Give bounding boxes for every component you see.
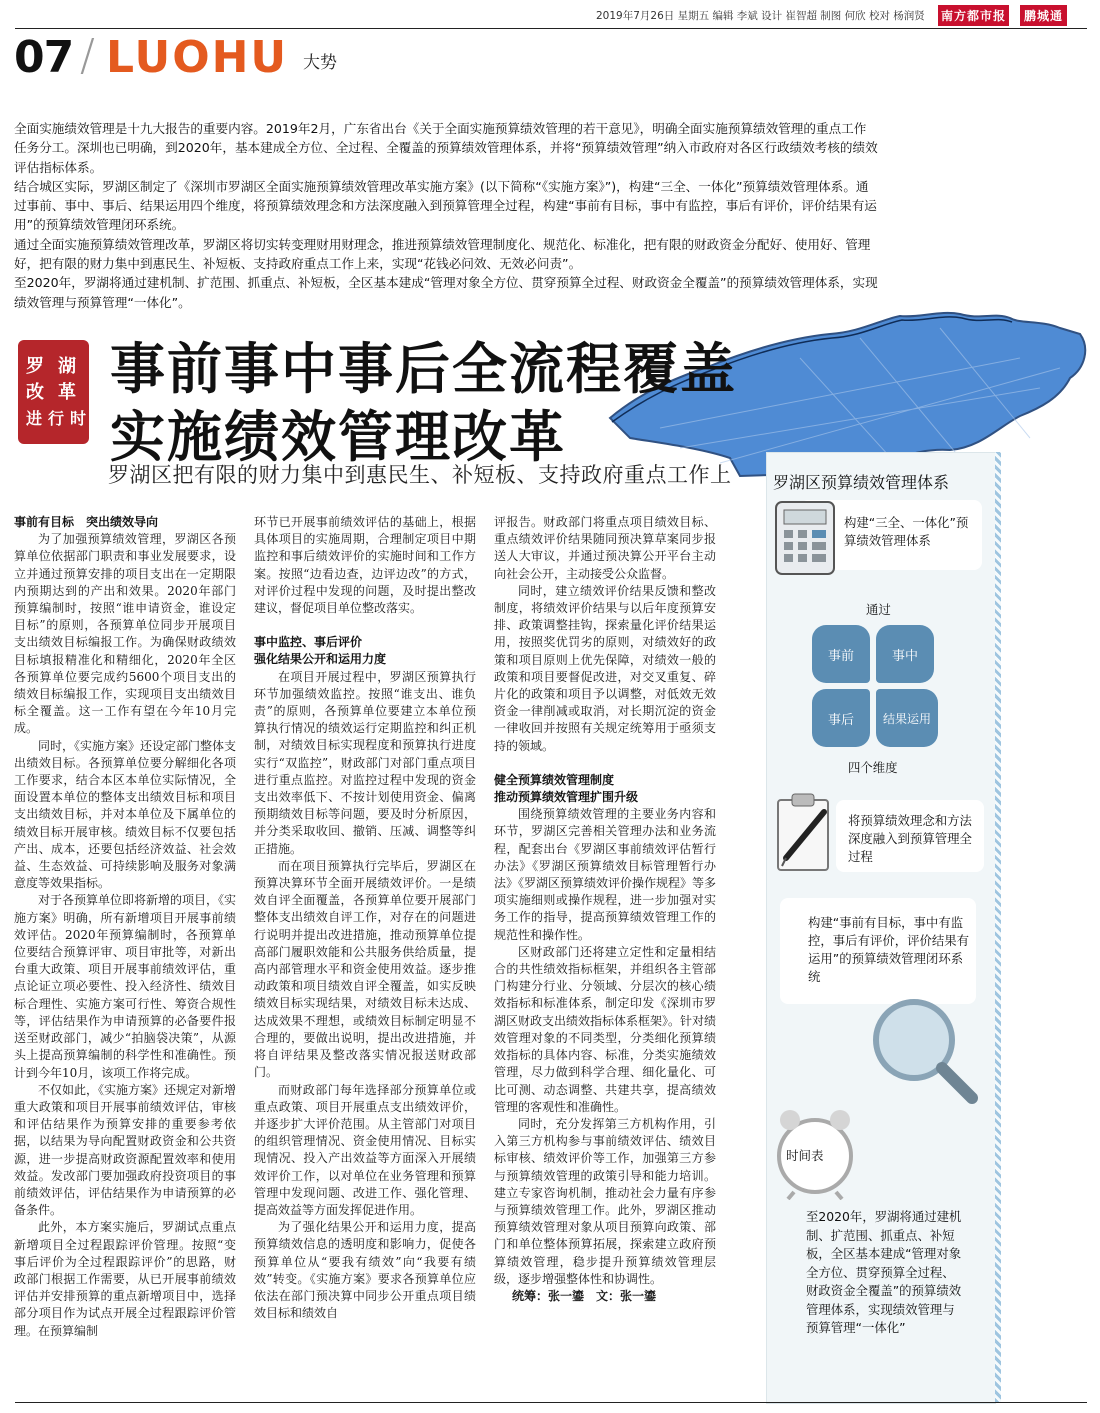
dimensions-label: 四个维度 [848,760,898,775]
body-paragraph: 而在项目预算执行完毕后，罗湖区在预算决算环节全面开展绩效评价。一是绩效自评全面覆盖，各预算单位要开展部门整体支出绩效自评工作，对存在的问题进行说明并提出改进措施，推动预算单位提高部门履职效能和公共服务供给质量，提高内部管理水平和资金使用效益。逐步推动政策和项目绩效自评全覆盖，如实反映绩效目标实现结果，对绩效目标未达成、达成效果不理想，或绩效目标制定明显不合理的，要做出说明，提出改进措施，并将自评结果及整改落实情况报送财政部门。 [254,858,476,1080]
seal-character: 改 [26,382,44,403]
edition-meta: 2019年7月26日 星期五 编辑 李斌 设计 崔智超 制图 何欣 校对 杨润贤 [596,10,925,22]
quadrant-after: 事后 [812,689,870,747]
subheading: 事前有目标 突出绩效导向 [14,515,159,529]
body-paragraph: 围绕预算绩效管理的主要业务内容和环节，罗湖区完善相关管理办法和业务流程，配套出台《罗湖区事前绩效评估暂行办法》《罗湖区预算绩效目标管理暂行办法》《罗湖区预算绩效评价操作规程》等多项实施细则或操作规程，进一步加强对实务工作的指导，提高预算绩效管理工作的规范性和操作性。 [494,807,717,942]
quadrant-before: 事前 [812,625,870,683]
intro-paragraph: 结合城区实际，罗湖区制定了《深圳市罗湖区全面实施预算绩效管理改革实施方案》(以下简称“《实施方案》”)，构建“三全、一体化”预算绩效管理体系。通过事前、事中、事后、结果运用四个维度，将预算绩效理念和方法深度融入到预算管理全过程，构建“事前有目标，事中有监控，事后有评价，评价结果有运用”的预算绩效管理闭环系统。 [14,178,877,233]
seal-character: 革 [58,382,76,403]
intro-paragraph: 通过全面实施预算绩效管理改革，罗湖区将切实转变理财用财理念，推进预算绩效管理制度化、规范化、标准化，把有限的财政资金分配好、使用好、管理好，把有限的财力集中到惠民生、补短板、支持政府重点工作上来，实现“花钱必问效、无效必问责”。 [14,236,871,272]
sidebar-title: 罗湖区预算绩效管理体系 [773,473,950,492]
newspaper-logo: 南方都市报 [938,5,1009,26]
magnifier-icon [864,990,984,1110]
body-paragraph: 环节已开展事前绩效评估的基础上，根据具体项目的实施周期，合理制定项目中期监控和事后绩效评价的实施时间和工作方案。按照“边看边查，边评边改”的方式，对评价过程中发现的问题，及时提出整改建议，督促项目单位整改落实。 [254,515,476,616]
section-subtitle: 大势 [303,53,337,73]
timeline-label: 时间表 [786,1148,824,1163]
seal-character: 时 [70,409,87,428]
byline: 统筹：张一鎏 文：张一鎏 [512,1288,657,1303]
section-name: LUOHU [106,32,289,83]
intro-paragraph: 全面实施绩效管理是十九大报告的重要内容。2019年2月，广东省出台《关于全面实施预算绩效管理的若干意见》，明确全面实施预算绩效管理的重点工作任务分工。深圳也已明确，到2020年，基本建成全方位、全过程、全覆盖的预算绩效管理体系，并将“预算绩效管理”纳入市政府对各区行政绩效考核的绩效评估指标体系。 [14,121,878,175]
article-column-2 [254,514,476,1322]
body-paragraph: 在项目开展过程中，罗湖区预算执行环节加强绩效监控。按照“谁支出、谁负责”的原则，各预算单位要建立本单位预算执行情况的绩效运行定期监控和纠正机制，对绩效目标实现程度和预算执行进度实行“双监控”，财政部门对部门重点项目进行重点监控。对监控过程中发现的资金支出效率低下、不按计划使用资金、偏离预期绩效目标等问题，要及时分析原因，并分类采取收回、撤销、压减、调整等纠正措施。 [254,669,476,856]
subheading: 事中监控、事后评价 [254,635,363,650]
body-paragraph: 此外，本方案实施后，罗湖试点重点新增项目全过程跟踪评价管理。按照“变事后评价为全过程跟踪评价”的思路，财政部门根据工作需要，从已开展事前绩效评估并安排预算的重点新增项目中，选择部分项目作为试点开展全过程跟踪评价管理。在预算编制 [14,1220,236,1338]
headline-line-1: 事前事中事后全流程覆盖 [110,337,738,401]
body-paragraph: 不仅如此，《实施方案》还规定对新增重大政策和项目开展事前绩效评估，审核和评估结果作为预算安排的重要参考依据，以结果为导向配置财政资金和公共资源，进一步提高财政资源配置效率和使用效益。发改部门要加强政府投资项目的事前绩效评估，评估结果作为申请预算的必备条件。 [14,1082,237,1218]
closed-loop-card [780,898,976,1004]
calculator-icon [770,498,842,578]
paragraph-gap [494,755,716,772]
integrate-card [836,800,984,872]
paragraph-gap [254,617,476,634]
body-paragraph: 同时，充分发挥第三方机构作用，引入第三方机构参与事前绩效评估、绩效目标审核、绩效评价等工作，加强第三方参与预算绩效管理的政策引导和能力培训。建立专家咨询机制，推动社会力量有序参与预算绩效管理工作。此外，罗湖区推动预算绩效管理对象从项目预算向政策、部门和单位整体预算拓展，探索建立政府预算绩效管理，稳步提升预算绩效管理层级，逐步增强整体性和协调性。 [494,1116,716,1286]
closed-loop-text: 构建“事前有目标，事中有监控，事后有评价，评价结果有运用”的预算绩效管理闭环系统 [808,915,970,984]
body-paragraph: 为了加强预算绩效管理，罗湖区各预算单位依据部门职责和事业发展要求，设立并通过预算安排的项目支出在一定期限内预期达到的产出和效果。2020年部门预算编制时，按照“谁申请资金，谁设定目标”的原则，各预算单位同步开展项目支出绩效目标编报工作。为确保财政绩效目标填报精准化和精细化，2020年全区各预算单位要完成约5600个项目支出的绩效目标编报工作，实现项目支出绩效目标全覆盖。这一工作有望在今年10月完成。 [14,532,236,736]
build-system-text: 构建“三全、一体化”预算绩效管理体系 [844,515,969,548]
sidebar-stripe [995,452,1001,1402]
intro-paragraph: 至2020年，罗湖将通过建机制、扩范围、抓重点、补短板，全区基本建成“管理对象全方位、贯穿预算全过程、财政资金全覆盖”的预算绩效管理体系，实现绩效管理与预算管理“一体化”。 [14,275,878,310]
quadrant-during: 事中 [876,625,934,683]
seal-character: 湖 [58,356,76,377]
headline-deck: 罗湖区把有限的财力集中到惠民生、补短板、支持政府重点工作上 [108,463,732,487]
integrate-text: 将预算绩效理念和方法深度融入到预算管理全过程 [848,813,972,864]
subheading: 强化结果公开和运用力度 [254,652,387,667]
slash-divider: / [80,30,95,81]
column-seal [18,340,89,444]
seal-character: 行 [48,409,65,428]
body-paragraph: 而财政部门每年选择部分预算单位或重点政策、项目开展重点支出绩效评价，并逐步扩大评价范围。从主管部门对项目的组织管理情况、资金使用情况、目标实现情况、投入产出效益等方面深入开展绩效评价工作，以对单位在业务管理和预算管理中发现问题、改进工作、强化管理、提高效益等方面发挥促进作用。 [254,1082,476,1217]
seal-character: 进 [26,409,43,428]
body-paragraph: 为了强化结果公开和运用力度，提高预算绩效信息的透明度和影响力，促使各预算单位从“要我有绩效”向“我要有绩效”转变。《实施方案》要求各预算单位应依法在部门预决算中同步公开重点项目绩效目标和绩效自 [254,1220,476,1321]
quadrant-result-use: 结果运用 [876,689,938,747]
timeline-text: 至2020年，罗湖将通过建机制、扩范围、抓重点、补短板，全区基本建成“管理对象全方位、贯穿预算全过程、财政资金全覆盖”的预算绩效管理体系，实现绩效管理与预算管理“一体化” [806,1209,962,1335]
headline-line-2: 实施绩效管理改革 [110,405,567,469]
article-column-1 [14,514,236,1340]
body-paragraph: 对于各预算单位即将新增的项目，《实施方案》明确，所有新增项目开展事前绩效评估。2020年预算编制时，各预算单位要结合预算评审、项目审批等，对新出台重大政策、项目开展事前绩效评估，重点论证立项必要性、投入经济性、绩效目标合理性、实施方案可行性、筹资合规性等，评估结果作为申请预算的必备要件报送至财政部门，减少“拍脑袋决策”，从源头上提高预算编制的科学性和准确性。预计到今年10月，该项工作将完成。 [14,893,237,1080]
clipboard-pen-icon [772,788,840,880]
body-paragraph: 同时，建立绩效评价结果反馈和整改制度，将绩效评价结果与以后年度预算安排、政策调整挂钩，探索量化评价结果运用，按照奖优罚劣的原则，对绩效好的政策和项目原则上优先保障，对绩效一般的政策和项目要督促改进，对交叉重复、碎片化的政策和项目予以调整，对低效无效资金一律削减或取消，对长期沉淀的资金一律收回并按照有关规定统筹用于亟须支持的领域。 [494,583,716,753]
body-paragraph: 评报告。财政部门将重点项目绩效目标、重点绩效评价结果随同预决算草案同步报送人大审议，并通过预决算公开平台主动向社会公开，主动接受公众监督。 [494,515,716,581]
brand-logo: 鹏城通 [1020,5,1067,26]
footer-rule [15,1402,1087,1403]
body-paragraph: 同时，《实施方案》还设定部门整体支出绩效目标。各预算单位要分解细化各项工作要求，结合本区本单位实际情况，全面设置本单位的整体支出绩效目标和项目支出绩效目标，并对本单位及下属单位的绩效目标开展审核。绩效目标不仅要包括产出、成本，还要包括经济效益、社会效益、生态效益、可持续影响及服务对象满意度等效果指标。 [14,738,237,891]
subheading: 健全预算绩效管理制度 [494,772,615,787]
subheading: 推动预算绩效管理扩围升级 [494,790,639,805]
through-label: 通过 [866,602,891,617]
body-paragraph: 区财政部门还将建立定性和定量相结合的共性绩效指标框架，并组织各主管部门构建分行业、分领域、分层次的核心绩效指标和标准体系，制定印发《深圳市罗湖区财政支出绩效指标体系框架》。针对绩效管理对象的不同类型，分类细化预算绩效指标的具体内容、标准，分类实施绩效管理，尽力做到科学合理、细化量化、可比可测、动态调整、共建共享，提高绩效管理的客观性和准确性。 [494,944,717,1114]
intro-text [14,119,878,312]
page-number: 07 [14,32,74,83]
header-rule [15,28,1087,29]
article-column-3 [494,514,716,1305]
seal-character: 罗 [26,356,44,377]
